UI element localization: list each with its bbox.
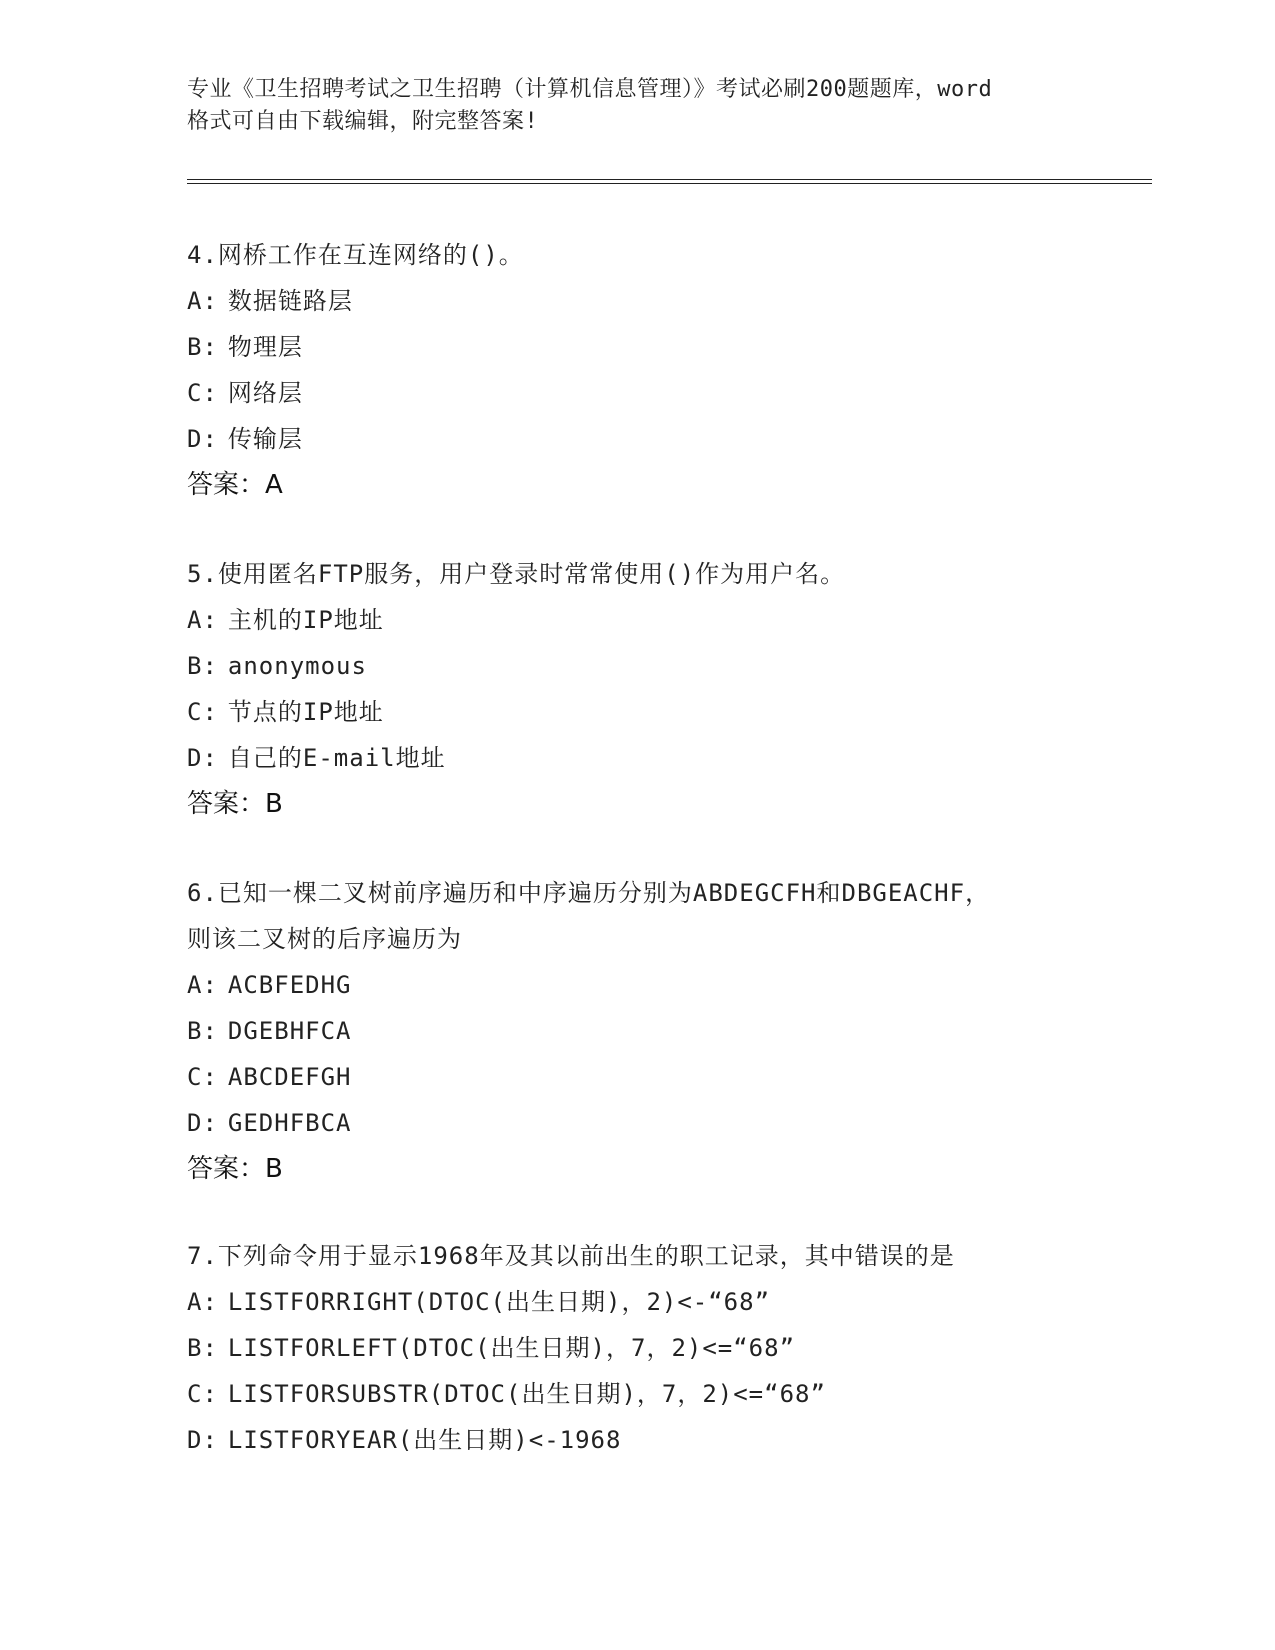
option-d: [187, 735, 1087, 781]
question-4: [187, 232, 1087, 508]
option-text: ABCDEFGH: [227, 1063, 352, 1091]
option-letter: B:: [187, 1334, 218, 1362]
option-text: anonymous: [227, 652, 367, 680]
question-stem: 5.使用匿名FTP服务，用户登录时常常使用()作为用户名。: [187, 560, 846, 588]
option-a: [187, 962, 1087, 1008]
question-6: [187, 870, 1087, 1192]
answer-line: 答案：B: [187, 1154, 283, 1184]
header-divider-bottom: [187, 183, 1152, 184]
question-stem: 4.网桥工作在互连网络的()。: [187, 241, 524, 269]
option-text: LISTFORSUBSTR(DTOC(出生日期)，7，2)<=“68”: [227, 1380, 826, 1408]
option-letter: B:: [187, 1017, 218, 1045]
option-a: [187, 278, 1087, 324]
option-text: LISTFORYEAR(出生日期)<-1968: [227, 1426, 622, 1454]
option-letter: A:: [187, 606, 218, 634]
option-c: [187, 1054, 1087, 1100]
option-b: [187, 324, 1087, 370]
question-stem: 6.已知一棵二叉树前序遍历和中序遍历分别为ABDEGCFH和DBGEACHF，: [187, 879, 991, 907]
option-d: [187, 1417, 1087, 1463]
question-7: [187, 1233, 1087, 1463]
option-text: LISTFORRIGHT(DTOC(出生日期)，2)<-“68”: [227, 1288, 771, 1316]
option-letter: C:: [187, 698, 218, 726]
answer-line: 答案：A: [187, 470, 283, 500]
question-stem-continued: 则该二叉树的后序遍历为: [187, 925, 462, 953]
option-c: [187, 689, 1087, 735]
option-letter: C:: [187, 1380, 218, 1408]
option-letter: D:: [187, 1109, 218, 1137]
option-text: 自己的E-mail地址: [227, 744, 446, 772]
option-text: GEDHFBCA: [227, 1109, 352, 1137]
question-5: [187, 551, 1087, 827]
option-letter: A:: [187, 287, 218, 315]
option-c: [187, 1371, 1087, 1417]
header-line-2: 格式可自由下载编辑，附完整答案!: [187, 109, 539, 134]
option-text: 数据链路层: [227, 287, 353, 315]
option-text: 物理层: [227, 333, 303, 361]
option-text: 主机的IP地址: [227, 606, 384, 634]
option-d: [187, 1100, 1087, 1146]
question-stem: 7.下列命令用于显示1968年及其以前出生的职工记录，其中错误的是: [187, 1242, 955, 1270]
option-text: 网络层: [227, 379, 303, 407]
option-text: 节点的IP地址: [227, 698, 384, 726]
option-letter: C:: [187, 379, 218, 407]
option-text: 传输层: [227, 425, 303, 453]
option-b: [187, 643, 1087, 689]
answer-line: 答案：B: [187, 789, 283, 819]
header-divider-top: [187, 179, 1152, 180]
option-letter: D:: [187, 1426, 218, 1454]
option-text: ACBFEDHG: [227, 971, 352, 999]
option-b: [187, 1325, 1087, 1371]
option-a: [187, 597, 1087, 643]
option-letter: C:: [187, 1063, 218, 1091]
option-text: DGEBHFCA: [227, 1017, 352, 1045]
option-letter: B:: [187, 333, 218, 361]
option-c: [187, 370, 1087, 416]
option-letter: A:: [187, 1288, 218, 1316]
option-letter: D:: [187, 744, 218, 772]
option-b: [187, 1008, 1087, 1054]
option-a: [187, 1279, 1087, 1325]
document-header: [187, 74, 1087, 138]
option-letter: B:: [187, 652, 218, 680]
option-d: [187, 416, 1087, 462]
option-letter: D:: [187, 425, 218, 453]
option-text: LISTFORLEFT(DTOC(出生日期)，7，2)<=“68”: [227, 1334, 796, 1362]
option-letter: A:: [187, 971, 218, 999]
header-line-1: 专业《卫生招聘考试之卫生招聘（计算机信息管理）》考试必刷200题题库，word: [187, 77, 993, 102]
